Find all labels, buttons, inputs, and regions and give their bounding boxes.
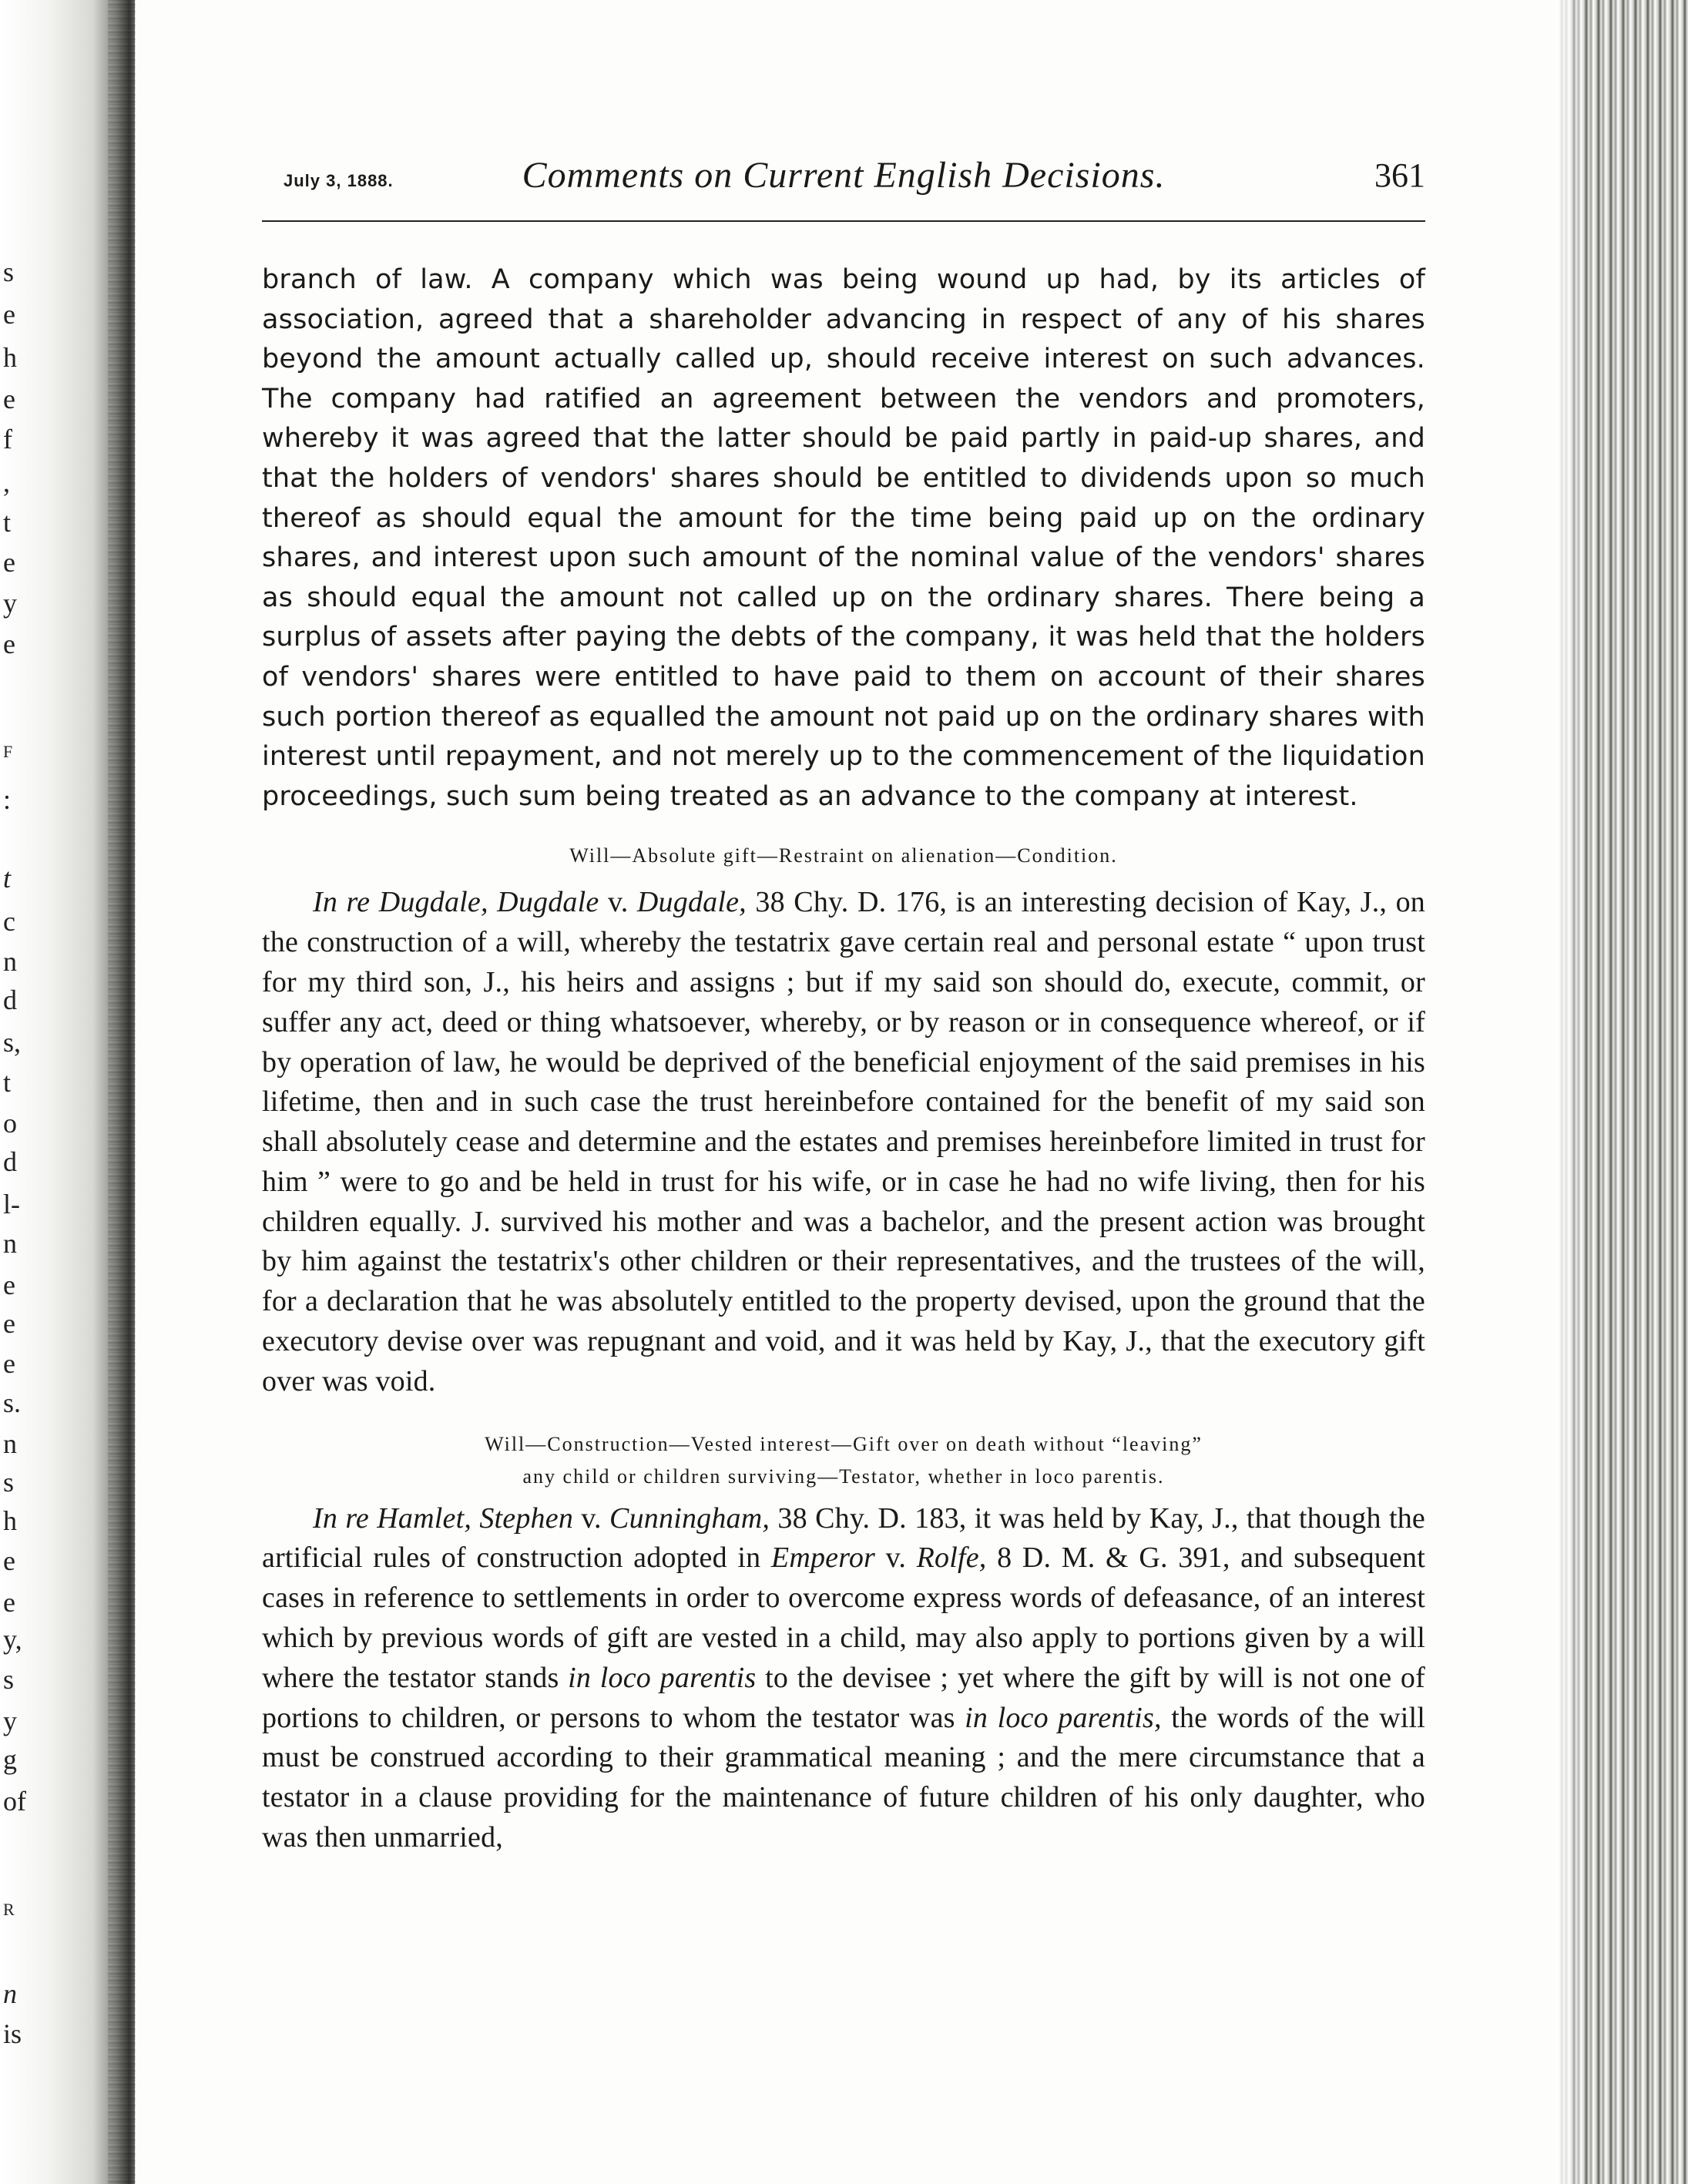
- facing-fragment: e: [3, 629, 15, 659]
- facing-fragment: l-: [3, 1189, 20, 1219]
- facing-fragment: d: [3, 1146, 17, 1177]
- latin-phrase: in loco parentis: [568, 1661, 757, 1694]
- facing-fragment: e: [3, 299, 15, 330]
- section-2-text: to the devisee ; yet where the gift by will is not one of portions to children, or persons to whom the testator was: [262, 1661, 1425, 1734]
- header-title: Comments on Current English Decisions.: [522, 155, 1166, 196]
- section-2-paragraph: [262, 1499, 1425, 1858]
- citation-party: Rolfe,: [916, 1542, 987, 1575]
- facing-fragment: h: [3, 342, 17, 373]
- facing-fragment: s,: [3, 1027, 22, 1058]
- facing-fragment: n: [3, 1228, 17, 1259]
- case-name: In re Hamlet, Stephen: [313, 1501, 574, 1535]
- facing-fragment: e: [3, 1545, 15, 1576]
- header-rule: [262, 220, 1425, 222]
- citation-party: Emperor: [770, 1542, 876, 1575]
- section-2-text: 38 Chy. D. 183, it was held by Kay, J., that though the artificial rules of construction adopted in: [262, 1501, 1425, 1575]
- section-2-text: 8 D. M. & G. 391, and subsequent cases in reference to settlements in order to overcome express words of defeasance, of an interest which by previous words of gift are vested in a child, may also apply to portions given by a will where the testator stands: [262, 1542, 1425, 1694]
- section-1-text: 38 Chy. D. 176, is an interesting decision of Kay, J., on the construction of a will, whereby the testatrix gave certain real and personal estate “ upon trust for my third son, J., his heirs and assigns ; but if my said son should do, execute, commit, or suffer any act, deed or thing whatsoever, whereby, or by reason or in consequence whereof, or if by operation of law, he would be deprived of the beneficial enjoyment of the said premises in his lifetime, then and in such case the trust hereinbefore contained for the benefit of my said son shall absolutely cease and determine and the estates and premises hereinbefore limited in trust for him ” were to go and be held in trust for his wife, or in case he had no wife living, then for his children equally. J. survived his mother and was a bachelor, and the present action was brought by him against the testatrix's other children or their representatives, and the trustees of the will, for a declaration that he was absolutely entitled to the property devised, upon the ground that the executory devise over was repugnant and void, and it was held by Kay, J., that the executory gift over was void.: [262, 886, 1425, 1397]
- facing-fragment: n: [3, 1428, 17, 1459]
- latin-phrase: in loco parentis,: [965, 1701, 1162, 1734]
- section-heading-1: Will—Absolute gift—Restraint on alienation—Condition.: [569, 844, 1118, 867]
- section-heading-2-line-1: Will—Construction—Vested interest—Gift over on death without “leaving”: [485, 1432, 1203, 1455]
- facing-fragment: n: [3, 1978, 17, 2009]
- facing-fragment: s: [3, 257, 15, 287]
- facing-fragment: y: [3, 588, 17, 619]
- page-content: [262, 154, 1425, 1854]
- facing-fragment: :: [3, 784, 12, 815]
- facing-fragment: n: [3, 946, 17, 977]
- facing-fragment: e: [3, 1270, 15, 1300]
- case-party: Cunningham,: [609, 1501, 770, 1535]
- page-number: 361: [1374, 156, 1425, 194]
- facing-fragment: R: [3, 1900, 15, 1919]
- facing-fragment: t: [3, 1067, 12, 1098]
- facing-fragment: s.: [3, 1387, 22, 1418]
- facing-fragment: t: [3, 507, 12, 538]
- facing-fragment: e: [3, 547, 15, 578]
- facing-fragment: t: [3, 863, 12, 894]
- facing-fragment: is: [3, 2018, 22, 2049]
- facing-fragment: h: [3, 1505, 17, 1536]
- facing-fragment: of: [3, 1786, 26, 1817]
- case-versus: v.: [599, 886, 637, 919]
- binding-gutter-texture: [108, 0, 136, 2184]
- section-1-paragraph: [262, 883, 1425, 1401]
- facing-fragment: e: [3, 1587, 15, 1618]
- facing-fragment: e: [3, 1348, 15, 1379]
- facing-fragment: g: [3, 1744, 17, 1775]
- section-heading-2-line-2: any child or children surviving—Testator, whether in loco parentis.: [522, 1464, 1165, 1488]
- section-2-text: the words of the will must be construed according to their grammatical meaning ; and the mere circumstance that a testator in a clause providing for the maintenance of future children of his only daughter, who was then unmarried,: [262, 1701, 1425, 1854]
- facing-fragment: c: [3, 906, 15, 937]
- header-date: July 3, 1888.: [284, 171, 394, 190]
- citation-versus: v.: [875, 1542, 917, 1575]
- page-stack-shade: [1556, 0, 1587, 2184]
- facing-fragment: d: [3, 985, 17, 1015]
- facing-fragment: s: [3, 1664, 15, 1695]
- facing-page-fragments: [0, 0, 31, 2184]
- running-header: [262, 154, 1425, 203]
- section-heading-2: [262, 1428, 1425, 1493]
- case-party: Dugdale,: [636, 886, 747, 919]
- case-versus: v.: [573, 1501, 610, 1535]
- facing-fragment: F: [3, 742, 13, 761]
- facing-fragment: e: [3, 384, 15, 414]
- paragraph-continued: branch of law. A company which was being wound up had, by its articles of association, agreed that a shareholder advancing in respect of any of his shares beyond the amount actually called up, should receive interest on such advances. The company had ratified an agreement between the vendors and promoters, whereby it was agreed that the latter should be paid partly in paid-up shares, and that the holders of vendors' shares should be entitled to dividends upon so much thereof as should equal the amount for the time being paid up on the ordinary shares, and interest upon such amount of the nominal value of the vendors' shares as should equal the amount not called up on the ordinary shares. There being a surplus of assets after paying the debts of the company, it was held that the holders of vendors' shares were entitled to have paid to them on account of their shares such portion thereof as equalled the amount not paid up on the ordinary shares with interest until repayment, and not merely up to the commencement of the liquidation proceedings, such sum being treated as an advance to the company at interest.: [262, 264, 1425, 812]
- facing-fragment: y,: [3, 1624, 22, 1655]
- facing-fragment: ,: [3, 467, 10, 498]
- facing-fragment: y: [3, 1706, 17, 1736]
- article-body: [262, 260, 1425, 1858]
- facing-fragment: o: [3, 1108, 17, 1139]
- facing-fragment: e: [3, 1308, 15, 1339]
- facing-fragment: s: [3, 1467, 15, 1498]
- case-name: In re Dugdale, Dugdale: [313, 886, 599, 919]
- facing-fragment: f: [3, 424, 12, 455]
